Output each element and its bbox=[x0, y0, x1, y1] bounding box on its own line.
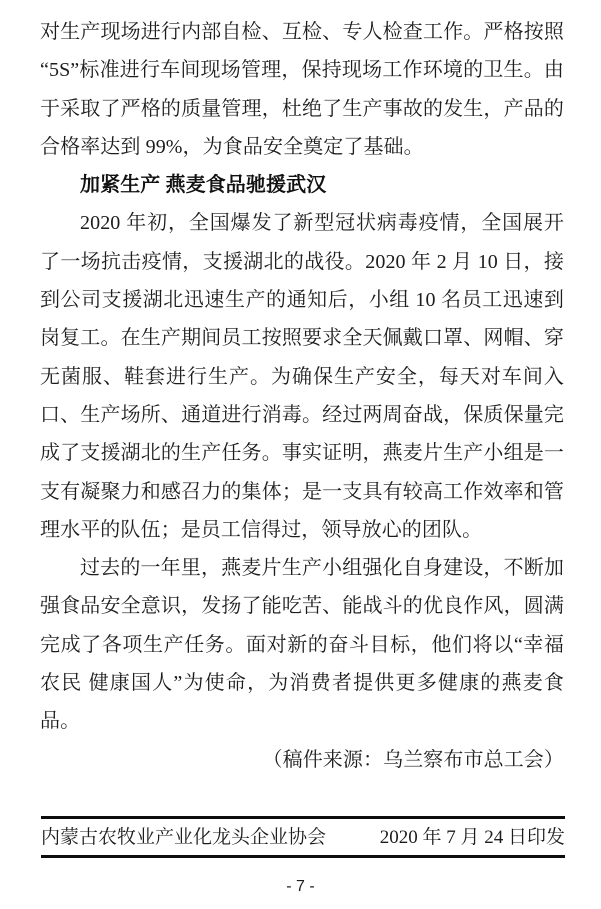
section-heading: 加紧生产 燕麦食品驰援武汉 bbox=[80, 174, 327, 197]
paragraph-past-year: 过去的一年里，燕麦片生产小组强化自身建设，不断加强食品安全意识，发扬了能吃苦、能战斗的优良作风，圆满完成了各项生产任务。面对新的奋斗目标，他们将以“幸福农民 健康国人”为使命，为消费者提供更多健康的燕麦食品。 bbox=[40, 557, 564, 733]
document-body bbox=[40, 13, 564, 779]
footer-rule-top bbox=[41, 816, 565, 819]
source-attribution: （稿件来源：乌兰察布市总工会） bbox=[262, 748, 564, 771]
colophon bbox=[41, 826, 565, 850]
issuer-name: 内蒙古农牧业产业化龙头企业协会 bbox=[41, 827, 327, 848]
page-number: - 7 - bbox=[286, 878, 315, 895]
print-date: 2020 年 7 月 24 日印发 bbox=[379, 827, 565, 848]
paragraph-quality-control: 对生产现场进行内部自检、互检、专人检查工作。严格按照“5S”标准进行车间现场管理，保持现场工作环境的卫生。由于采取了严格的质量管理，杜绝了生产事故的发生，产品的合格率达到 99%，为食品安全奠定了基础。 bbox=[40, 21, 564, 158]
footer-rule-bottom bbox=[41, 855, 565, 858]
paragraph-covid-support: 2020 年初，全国爆发了新型冠状病毒疫情，全国展开了一场抗击疫情，支援湖北的战役。2020 年 2 月 10 日，接到公司支援湖北迅速生产的通知后，小组 10 名员工迅速到岗复工。在生产期间员工按照要求全天佩戴口罩、网帽、穿无菌服、鞋套进行生产。为确保生产安全，每天对车间入口、生产场所、通道进行消毒。经过两周奋战，保质保量完成了支援湖北的生产任务。事实证明，燕麦片生产小组是一支有凝聚力和感召力的集体；是一支具有较高工作效率和管理水平的队伍；是员工信得过，领导放心的团队。 bbox=[40, 212, 564, 541]
